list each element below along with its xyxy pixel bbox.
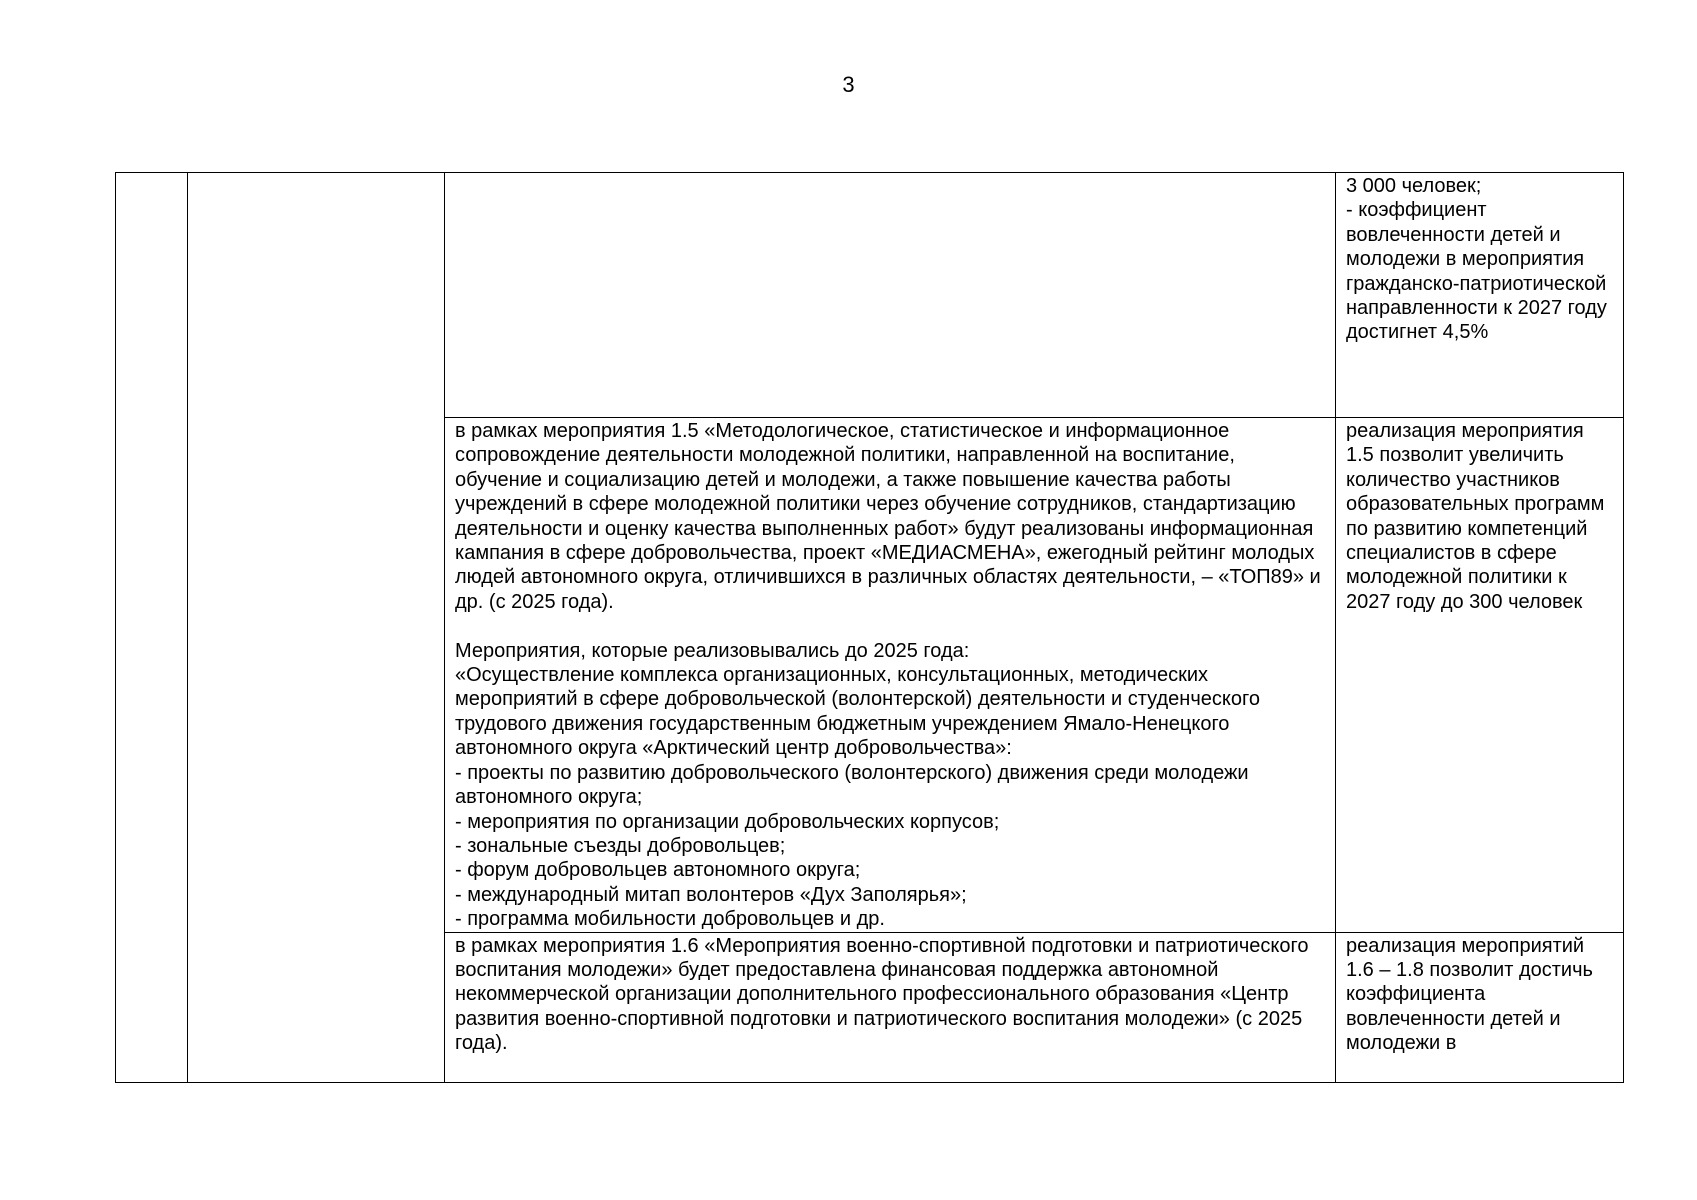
description-text: в рамках мероприятия 1.5 «Методологическое, статистическое и информационное сопровождение деятельности молодежной политики, направленной на воспитание, обучение и социализацию детей и молодежи, а также повышение качества работы учреждений в сфере молодежной политики через обучение сотрудников, стандартизацию деятельности и оценку качества выполненных работ» будут реализованы информационная кампания в сфере добровольчества, проект «МЕДИАСМЕНА», ежегодный рейтинг молодых людей автономного округа, отличившихся в различных областях деятельности, – «ТОП89» и др. (с 2025 года). Мероприятия, которые реализовывались до 2025 года: «Осуществление комплекса организационных, консультационных, методических мероприятий в сфере добровольческой (волонтерской) деятельности и студенческого трудового движения государственным бюджетным учреждением Ямало-Ненецкого автономного округа «Арктический центр добровольчества»: - проекты по развитию добровольческого (волонтерского) движения среди молодежи автономного округа; - мероприятия по организации добровольческих корпусов; - зональные съезды добровольцев; - форум добровольцев автономного округа; - международный митап волонтеров «Дух Заполярья»; - программа мобильности добровольцев и др. [455, 420, 1321, 931]
description-text: в рамках мероприятия 1.6 «Мероприятия военно-спортивной подготовки и патриотического воспитания молодежи» будет предоставлена финансовая поддержка автономной некоммерческой организации дополнительного профессионального образования «Центр развития военно-спортивной подготовки и патриотического воспитания молодежи» (с 2025 года). [455, 934, 1315, 1055]
result-cell [1336, 932, 1624, 1082]
table-row [116, 173, 1624, 418]
description-cell [445, 932, 1336, 1082]
activity-name-cell [188, 173, 445, 1083]
page-number: 3 [842, 72, 855, 97]
program-table [115, 172, 1624, 1083]
description-cell [445, 418, 1336, 933]
result-text: 3 000 человек; - коэффициент вовлеченности детей и молодежи в мероприятия гражданско-патриотической направленности к 2027 году достигнет 4,5% [1346, 175, 1607, 344]
result-text: реализация мероприятия 1.5 позволит увеличить количество участников образовательных программ по развитию компетенций специалистов в сфере молодежной политики к 2027 году до 300 человек [1346, 420, 1610, 613]
number-cell [116, 173, 188, 1083]
description-cell [445, 173, 1336, 418]
result-cell [1336, 173, 1624, 418]
result-text: реализация мероприятий 1.6 – 1.8 позволит достичь коэффициента вовлеченности детей и молодежи в [1346, 934, 1599, 1055]
result-cell [1336, 418, 1624, 933]
